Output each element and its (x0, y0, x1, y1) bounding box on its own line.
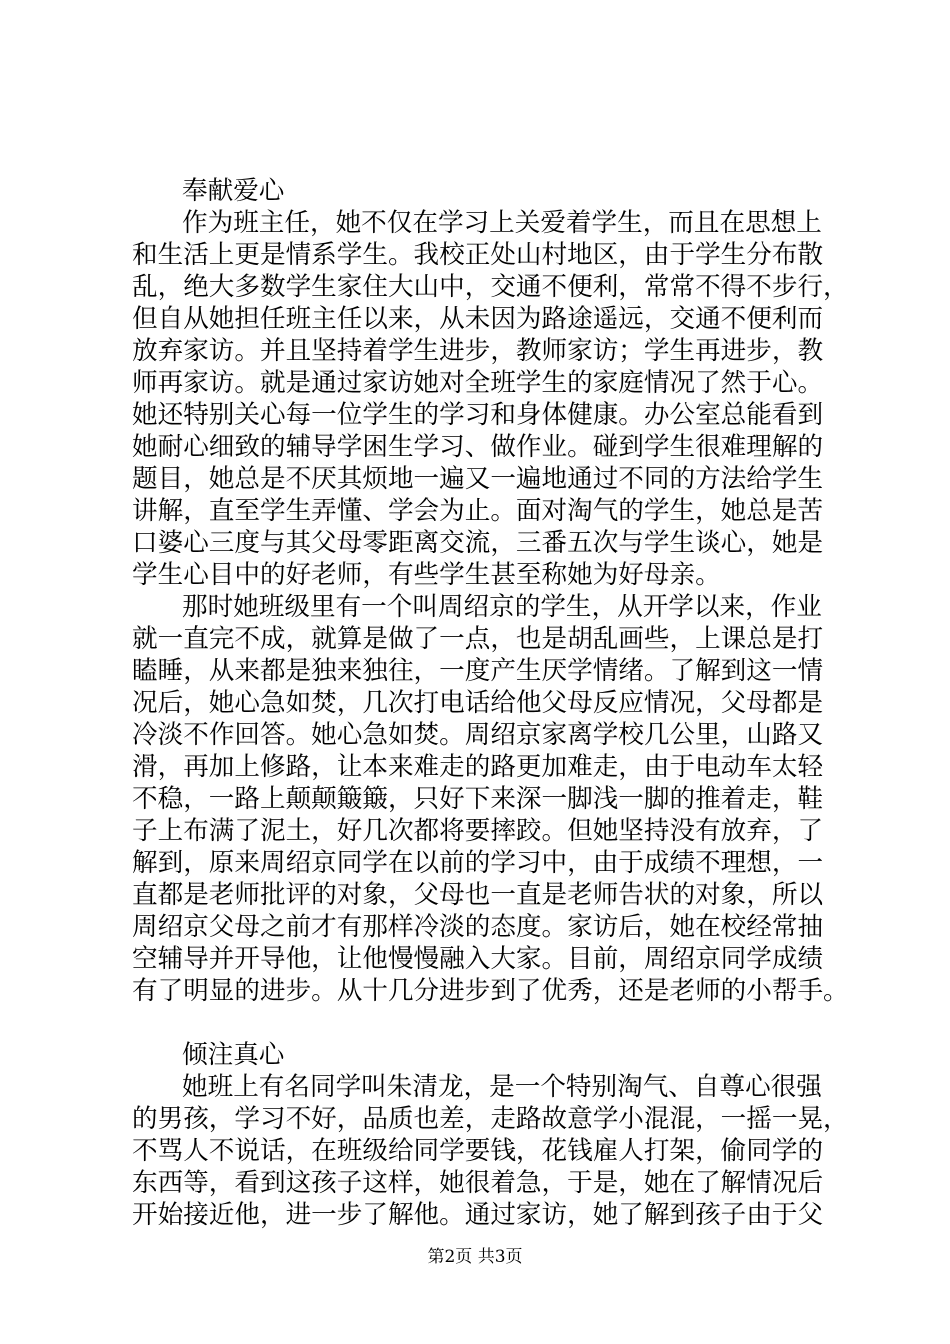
paragraph-line: 和生活上更是情系学生。我校正处山村地区，由于学生分布散 (132, 240, 824, 270)
paragraph-line: 瞌睡，从来都是独来独往，一度产生厌学情绪。了解到这一情 (132, 656, 824, 686)
paragraph-line: 那时她班级里有一个叫周绍京的学生，从开学以来，作业 (182, 592, 822, 622)
paragraph-line: 题目，她总是不厌其烦地一遍又一遍地通过不同的方法给学生 (132, 464, 824, 494)
paragraph-line: 乱，绝大多数学生家住大山中，交通不便利，常常不得不步行， (132, 272, 849, 302)
paragraph-line: 子上布满了泥土，好几次都将要摔跤。但她坚持没有放弃，了 (132, 816, 824, 846)
paragraph-line: 有了明显的进步。从十几分进步到了优秀，还是老师的小帮手。 (132, 976, 849, 1006)
paragraph-line: 她还特别关心每一位学生的学习和身体健康。办公室总能看到 (132, 400, 824, 430)
section-heading: 倾注真心 (182, 1040, 285, 1070)
page-number-footer: 第2页 共3页 (427, 1247, 523, 1267)
paragraph-line: 作为班主任，她不仅在学习上关爱着学生，而且在思想上 (182, 208, 822, 238)
paragraph-line: 冷淡不作回答。她心急如焚。周绍京家离学校几公里，山路又 (132, 720, 824, 750)
paragraph-line: 滑，再加上修路，让本来难走的路更加难走，由于电动车太轻 (132, 752, 824, 782)
paragraph-line: 周绍京父母之前才有那样冷淡的态度。家访后，她在校经常抽 (132, 912, 824, 942)
paragraph-line: 直都是老师批评的对象，父母也一直是老师告状的对象，所以 (132, 880, 824, 910)
paragraph-line: 的男孩，学习不好，品质也差，走路故意学小混混，一摇一晃， (132, 1104, 849, 1134)
paragraph-line: 放弃家访。并且坚持着学生进步，教师家访；学生再进步，教 (132, 336, 824, 366)
paragraph-line: 不骂人不说话，在班级给同学要钱，花钱雇人打架，偷同学的 (132, 1136, 824, 1166)
paragraph-line: 她班上有名同学叫朱清龙，是一个特别淘气、自尊心很强 (182, 1072, 822, 1102)
paragraph-line: 她耐心细致的辅导学困生学习、做作业。碰到学生很难理解的 (132, 432, 824, 462)
paragraph-line: 解到，原来周绍京同学在以前的学习中，由于成绩不理想，一 (132, 848, 824, 878)
paragraph-line: 况后，她心急如焚，几次打电话给他父母反应情况，父母都是 (132, 688, 824, 718)
section-heading: 奉献爱心 (182, 176, 285, 206)
paragraph-line: 开始接近他，进一步了解他。通过家访，她了解到孩子由于父 (132, 1200, 824, 1230)
paragraph-line: 东西等，看到这孩子这样，她很着急，于是，她在了解情况后 (132, 1168, 824, 1198)
paragraph-line: 口婆心三度与其父母零距离交流，三番五次与学生谈心，她是 (132, 528, 824, 558)
paragraph-line: 师再家访。就是通过家访她对全班学生的家庭情况了然于心。 (132, 368, 824, 398)
paragraph-line: 学生心目中的好老师，有些学生甚至称她为好母亲。 (132, 560, 721, 590)
paragraph-line: 不稳，一路上颠颠簸簸，只好下来深一脚浅一脚的推着走，鞋 (132, 784, 824, 814)
paragraph-line: 但自从她担任班主任以来，从未因为路途遥远，交通不便利而 (132, 304, 824, 334)
paragraph-line: 讲解，直至学生弄懂、学会为止。面对淘气的学生，她总是苦 (132, 496, 824, 526)
paragraph-line: 就一直完不成，就算是做了一点，也是胡乱画些，上课总是打 (132, 624, 824, 654)
paragraph-line: 空辅导并开导他，让他慢慢融入大家。目前，周绍京同学成绩 (132, 944, 824, 974)
